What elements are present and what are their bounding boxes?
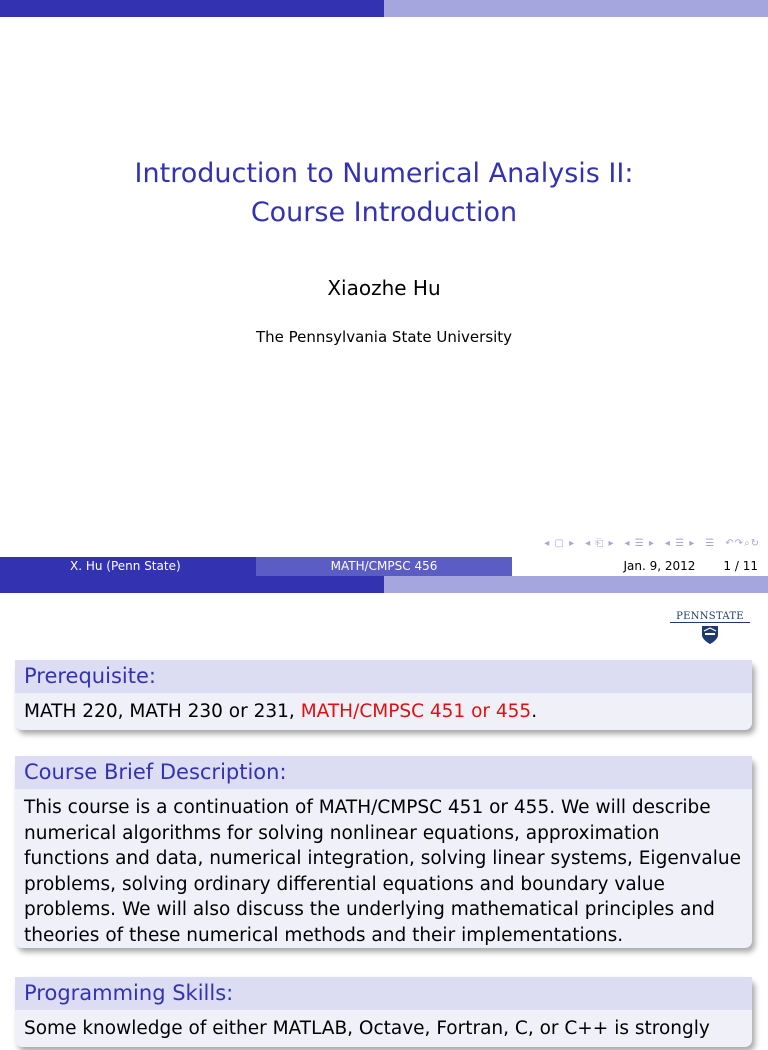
nav-toc-icon[interactable]: ☰ [705,538,716,549]
logo-wordmark: PENNSTATE [670,611,750,623]
slide-footer [0,557,768,576]
presentation-title [0,154,768,232]
footer-page-number: 1 / 11 [723,559,758,573]
footer-date-page [512,557,768,576]
header-bar-right [384,0,768,17]
footer-author: X. Hu (Penn State) [0,557,256,576]
pennstate-logo [668,604,752,645]
prerequisite-body [15,693,752,733]
header-bar-left [0,576,384,593]
nav-search-icon[interactable]: ↶↷⌕↻ [725,538,760,549]
footer-date: Jan. 9, 2012 [623,559,696,573]
course-description-block [15,756,752,948]
programming-skills-body: Some knowledge of either MATLAB, Octave, Fortran, C, or C++ is strongly [24,1018,710,1039]
header-bar-right [384,576,768,593]
prereq-period: . [531,701,538,722]
nav-section-icon[interactable]: ◂ ☰ ▸ [624,538,655,549]
title-line-2: Course Introduction [250,197,518,228]
footer-course: MATH/CMPSC 456 [256,557,512,576]
programming-skills-heading: Programming Skills: [15,977,752,1010]
nav-frame-icon[interactable]: ◂ ▢ ▸ [544,538,576,549]
author-name: Xiaozhe Hu [327,276,441,300]
nav-subsection-icon[interactable]: ◂ ⎗ ▸ [585,538,615,549]
prerequisite-block [15,660,752,730]
prereq-highlight: MATH/CMPSC 451 or 455 [300,701,532,722]
beamer-navigation [544,538,760,552]
prerequisite-heading: Prerequisite: [15,660,752,693]
header-bar-left [0,0,384,17]
course-info-slide [0,576,768,1039]
course-description-body: This course is a continuation of MATH/CMPSC 451 or 455. We will describe numerical algorithms for solving nonlinear equations, approximation functions and data, numerical integration, solving linear systems, Eigenvalue problems, solving ordinary differential equations and boundary value problems. We will also discuss the underlying mathematical principles and theories of these numerical methods and their implementations. [24,797,741,946]
institute-name: The Pennsylvania State University [255,328,513,346]
prereq-courses: MATH 220, MATH 230 or 231, [24,701,301,722]
shield-icon [701,625,719,645]
programming-skills-block [15,977,752,1047]
nav-part-icon[interactable]: ◂ ☰ ▸ [664,538,696,549]
course-description-heading: Course Brief Description: [15,756,752,789]
title-line-1: Introduction to Numerical Analysis II: [134,158,634,189]
